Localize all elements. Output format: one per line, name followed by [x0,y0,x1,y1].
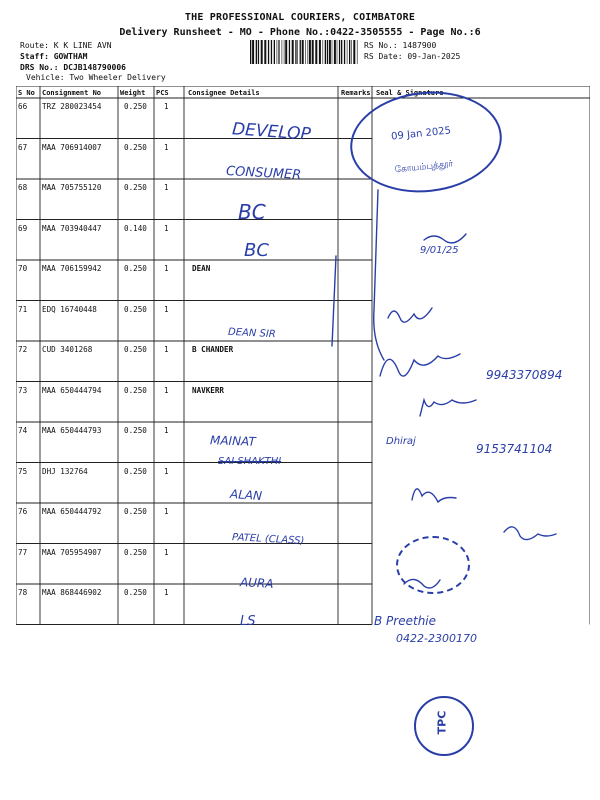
barcode-bar [332,40,333,64]
row-sno: 73 [18,385,28,395]
row-consignment-no: MAA 703940447 [42,223,102,233]
barcode-bar [285,40,287,64]
barcode-bar [329,40,331,64]
row-consignment-no: MAA 650444794 [42,385,102,395]
row-sno: 74 [18,426,28,435]
row-pcs: 1 [164,183,169,192]
handwritten-consignee-69: BC [244,240,269,261]
barcode [250,40,360,64]
rs-no-label: RS No.: [364,41,398,50]
barcode-bar [357,40,358,64]
drs-value: DCJB148790006 [63,63,126,72]
barcode-bar [282,40,283,64]
signature-phone-72: 9943370894 [486,368,563,382]
row-consignment-no: EDQ 16740448 [42,304,97,314]
row-pcs: 1 [164,223,169,233]
document-title: THE PROFESSIONAL COURIERS, COIMBATORE [184,12,416,23]
barcode-bar [250,40,251,64]
row-sno: 75 [18,466,28,476]
row-weight: 0.250 [124,507,147,516]
row-sno: 67 [18,142,28,152]
row-pcs: 1 [164,588,169,597]
barcode-bar [353,40,355,64]
row-consignment-no: MAA 706159942 [42,264,102,273]
row-sno: 76 [18,507,28,516]
row-weight: 0.250 [124,142,147,152]
barcode-bar [284,40,285,64]
row-consignment-no: CUD 3401268 [42,345,93,354]
row-consignment-no: MAA 650444793 [42,426,102,435]
row-consignment-no: MAA 705755120 [42,183,102,192]
row-pcs: 1 [164,507,169,516]
barcode-bar [309,40,311,64]
handwritten-consignee-68: BC [238,200,266,224]
row-consignee: DEAN [192,264,211,273]
signature-date-69: 9/01/25 [420,245,459,256]
vehicle-value: Two Wheeler Delivery [69,73,166,82]
row-weight: 0.250 [124,304,147,314]
barcode-bar [295,40,296,64]
handwritten-consignee-74: MAINAT [209,433,256,449]
row-weight: 0.250 [124,102,147,111]
tpc-stamp-text: TPC [435,710,449,735]
barcode-bar [258,40,259,64]
barcode-bar [264,40,266,64]
barcode-bar [297,40,298,64]
col-header-consignee: Consignee Details [188,89,260,97]
handwritten-consignee-78: LS [240,614,256,629]
row-sno: 72 [18,345,28,354]
handwritten-consignee-77: AURA [239,575,274,591]
barcode-bar [256,40,257,64]
rs-date-value: 09-Jan-2025 [407,52,461,61]
row-pcs: 1 [164,102,169,111]
row-pcs: 1 [164,264,169,273]
handwritten-consignee-76: PATEL (CLASS) [231,532,305,547]
row-pcs: 1 [164,304,169,314]
route-label: Route: [20,41,49,50]
row-weight: 0.250 [124,547,147,557]
handwritten-consignee-67: CONSUMER [225,164,302,183]
row-sno: 70 [18,264,28,273]
row-consignment-no: DHJ 132764 [42,466,88,476]
row-consignment-no: TRZ 280023454 [42,102,102,111]
row-weight: 0.250 [124,466,147,476]
barcode-bar [289,40,290,64]
rs-date-line [364,52,460,61]
col-header-seal: Seal & Signature [376,89,444,97]
barcode-bar [347,40,348,64]
barcode-bar [337,40,338,64]
barcode-bar [261,40,263,64]
handwritten-consignee-66: DEVELOP [231,119,312,145]
barcode-bar [252,40,254,64]
col-header-remarks: Remarks [341,89,371,97]
route-value: K K LINE AVN [53,41,112,50]
row-weight: 0.250 [124,588,147,597]
row-weight: 0.250 [124,426,147,435]
row-consignment-no: MAA 705954907 [42,547,102,557]
row-sno: 66 [18,102,28,111]
row-weight: 0.250 [124,385,147,395]
barcode-bar [351,40,352,64]
rs-no-line [364,41,436,50]
document-subtitle: Delivery Runsheet - MO - Phone No.:0422-3505555 - Page No.:6 [119,27,481,38]
barcode-bar [292,40,294,64]
barcode-bar [323,40,324,64]
col-header-pcs: PCS [156,89,169,97]
row-consignment-no: MAA 868446902 [42,588,102,597]
delivery-stamp [396,536,470,594]
barcode-bar [327,40,328,64]
barcode-bar [312,40,314,64]
barcode-bar [300,40,301,64]
signature-phone-78: 0422-2300170 [396,632,477,645]
stamp-city: கோயம்புத்தூர் [394,159,454,176]
col-header-consignment: Consignment No [42,89,102,97]
route-line [20,41,112,50]
barcode-bar [305,40,306,64]
barcode-bar [339,40,340,64]
col-header-weight: Weight [120,89,146,97]
row-weight: 0.140 [124,223,147,233]
handwritten-consignee-71: DEAN SIR [227,326,277,341]
barcode-bar [325,40,326,64]
row-sno: 78 [18,588,28,597]
row-sno: 71 [18,304,28,314]
row-sno: 77 [18,547,28,557]
col-header-sno: S No [18,89,35,97]
signature-phone-74: 9153741104 [476,442,553,456]
barcode-bar [268,40,269,64]
row-pcs: 1 [164,426,169,435]
staff-line [20,52,87,61]
row-weight: 0.250 [124,183,147,192]
row-pcs: 1 [164,385,169,395]
barcode-bar [319,40,321,64]
barcode-bar [271,40,272,64]
row-sno: 69 [18,223,28,233]
vehicle-line [26,73,166,82]
signature-name-74: Dhiraj [386,436,416,447]
tpc-stamp [414,696,474,756]
handwritten-consignee-75: SAI SHAKTHI [218,456,282,467]
row-pcs: 1 [164,142,169,152]
row-consignee: NAVKERR [192,385,225,395]
signature-name-78: B Preethie [374,614,437,628]
row-pcs: 1 [164,466,169,476]
row-sno: 68 [18,183,28,192]
barcode-bar [279,40,280,64]
barcode-bar [349,40,350,64]
barcode-bar [274,40,275,64]
row-consignee: B CHANDER [192,345,234,354]
row-pcs: 1 [164,547,169,557]
stamp-date: 09 Jan 2025 [390,125,452,143]
barcode-bar [344,40,345,64]
vehicle-label: Vehicle: [26,73,65,82]
row-pcs: 1 [164,345,169,354]
runsheet-table [16,86,590,686]
drs-label: DRS No.: [20,63,59,72]
handwritten-consignee-75b: ALAN [229,486,263,504]
drs-line [20,63,126,72]
row-weight: 0.250 [124,345,147,354]
barcode-bar [302,40,304,64]
barcode-bar [278,40,279,64]
barcode-bar [341,40,342,64]
rs-date-label: RS Date: [364,52,403,61]
row-weight: 0.250 [124,264,147,273]
rs-no-value: 1487900 [402,41,437,50]
row-consignment-no: MAA 706914007 [42,142,102,152]
barcode-bar [277,40,278,64]
row-consignment-no: MAA 650444792 [42,507,102,516]
barcode-bar [308,40,309,64]
staff-value: GOWTHAM [53,52,88,61]
staff-label: Staff: [20,52,49,61]
barcode-bar [315,40,317,64]
barcode-bar [334,40,336,64]
